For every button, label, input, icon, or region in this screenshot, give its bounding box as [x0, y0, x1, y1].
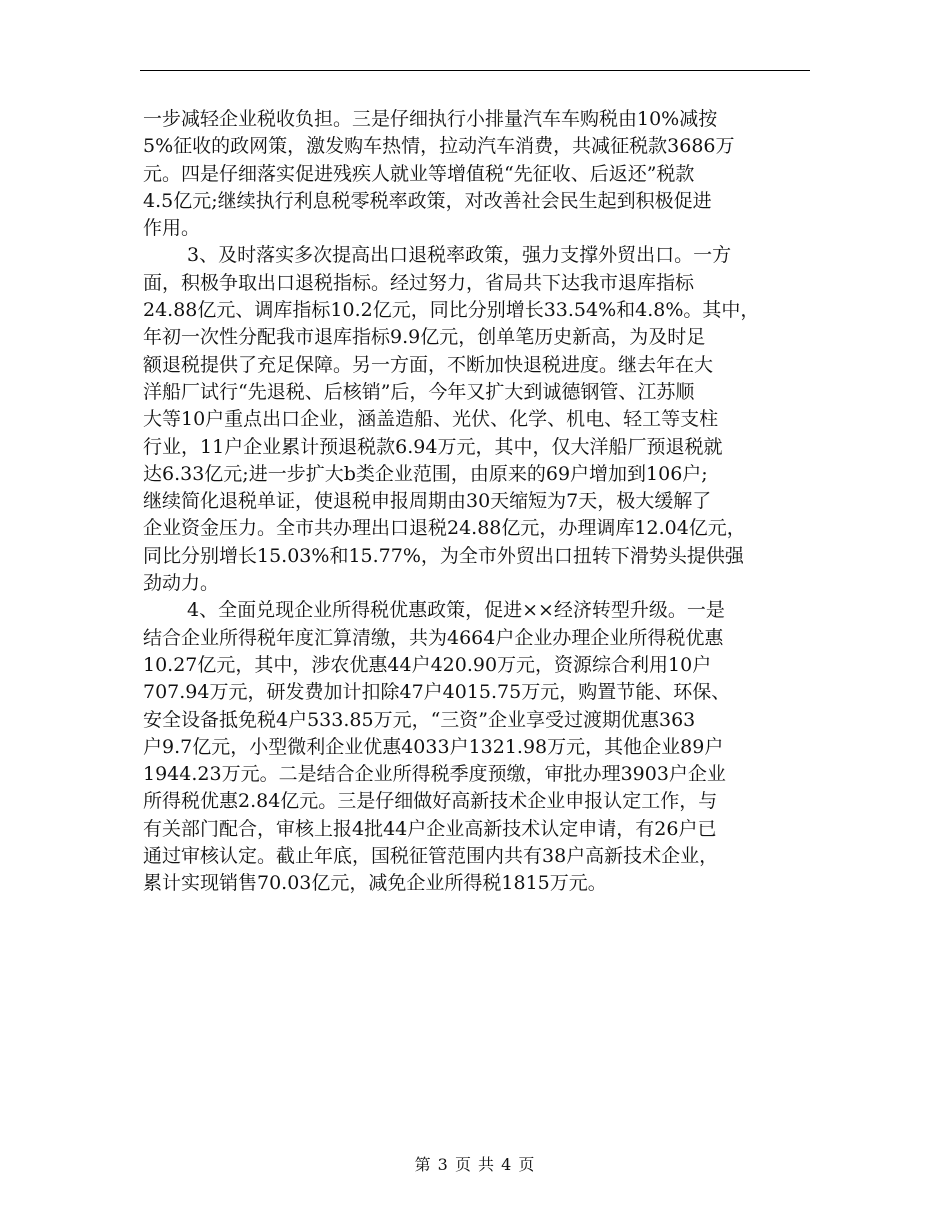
text-line: 结合企业所得税年度汇算清缴，共为4664户企业办理企业所得税优惠: [143, 626, 724, 649]
text-line: 继续简化退税单证，使退税申报周期由30天缩短为7天，极大缓解了: [143, 490, 712, 513]
paragraph-start-line: 4、全面兑现企业所得税优惠政策，促进××经济转型升级。一是: [187, 599, 725, 622]
text-line: 通过审核认定。截止年底，国税征管范围内共有38户高新技术企业，: [143, 845, 719, 868]
text-line: 一步减轻企业税收负担。三是仔细执行小排量汽车车购税由10%减按: [143, 108, 718, 130]
page-number-footer: 第 3 页 共 4 页: [414, 1155, 536, 1174]
text-line: 行业，11户企业累计预退税款6.94万元，其中，仅大洋船厂预退税就: [143, 435, 723, 458]
text-line: 元。四是仔细落实促进残疾人就业等增值税“先征收、后返还”税款: [143, 162, 695, 185]
document-body: [143, 106, 823, 898]
text-line: 4.5亿元;继续执行利息税零税率政策，对改善社会民生起到积极促进: [143, 189, 712, 212]
text-line: 1944.23万元。二是结合企业所得税季度预缴，审批办理3903户企业: [143, 763, 726, 786]
text-line: 大等10户重点出口企业，涵盖造船、光伏、化学、机电、轻工等支柱: [143, 408, 719, 431]
text-line: 有关部门配合，审核上报4批44户企业高新技术认定申请，有26户已: [143, 817, 717, 840]
text-line: 劲动力。: [143, 572, 220, 595]
text-line: 同比分别增长15.03%和15.77%，为全市外贸出口扭转下滑势头提供强: [143, 544, 744, 567]
text-line: 企业资金压力。全市共办理出口退税24.88亿元，办理调库12.04亿元，: [143, 517, 746, 540]
text-line: 5%征收的政网策，激发购车热情，拉动汽车消费，共减征税款3686万: [143, 135, 735, 158]
paragraph-start-line: 3、及时落实多次提高出口退税率政策，强力支撑外贸出口。一方: [187, 244, 732, 267]
text-line: 面，积极争取出口退税指标。经过努力，省局共下达我市退库指标: [143, 271, 695, 294]
text-line: 累计实现销售70.03亿元，减免企业所得税1815万元。: [143, 872, 607, 895]
text-line: 707.94万元，研发费加计扣除47户4015.75万元，购置节能、环保、: [143, 681, 731, 704]
header-rule: [140, 70, 810, 71]
text-line: 安全设备抵免税4户533.85万元，“三资”企业享受过渡期优惠363: [143, 708, 696, 731]
text-line: 作用。: [143, 217, 201, 240]
text-line: 达6.33亿元;进一步扩大b类企业范围，由原来的69户增加到106户;: [143, 462, 708, 485]
text-line: 10.27亿元，其中，涉农优惠44户420.90万元，资源综合利用10户: [143, 653, 712, 676]
text-line: 24.88亿元、调库指标10.2亿元，同比分别增长33.54%和4.8%。其中，: [143, 299, 760, 322]
text-line: 年初一次性分配我市退库指标9.9亿元，创单笔历史新高，为及时足: [143, 326, 706, 349]
text-line: 户9.7亿元，小型微利企业优惠4033户1321.98万元，其他企业89户: [143, 735, 724, 758]
text-line: 洋船厂试行“先退税、后核销”后，今年又扩大到诚德钢管、江苏顺: [143, 380, 695, 403]
text-line: 所得税优惠2.84亿元。三是仔细做好高新技术企业申报认定工作，与: [143, 790, 718, 813]
text-line: 额退税提供了充足保障。另一方面，不断加快退税进度。继去年在大: [143, 353, 714, 376]
